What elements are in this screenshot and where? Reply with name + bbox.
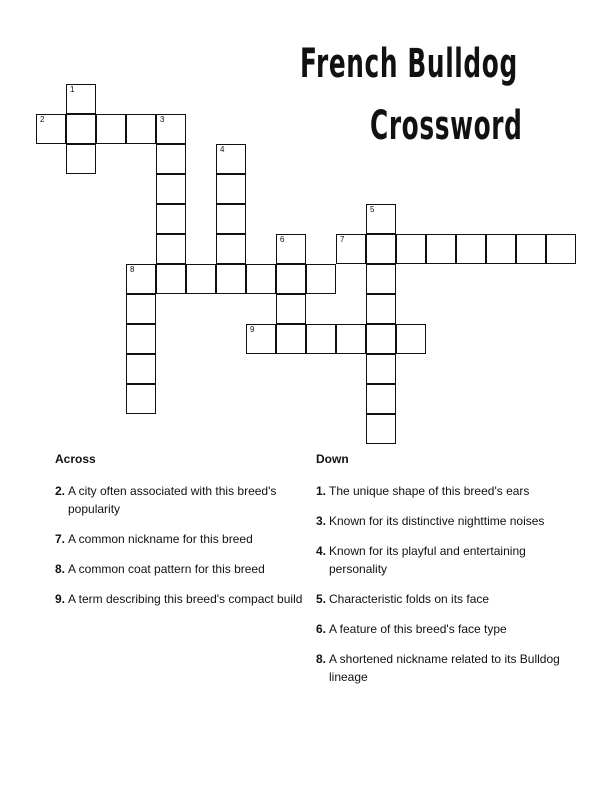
crossword-cell[interactable] — [246, 264, 276, 294]
clue-number-label: 9. — [55, 592, 66, 606]
clue-text: A term describing this breed's compact build — [68, 592, 303, 606]
down-clue — [316, 542, 566, 578]
crossword-cell[interactable] — [126, 354, 156, 384]
puzzle-title-line-1: French Bulldog — [300, 41, 518, 87]
down-clues — [316, 452, 566, 698]
crossword-cell[interactable] — [36, 114, 66, 144]
crossword-cell[interactable] — [366, 414, 396, 444]
crossword-cell[interactable] — [66, 144, 96, 174]
crossword-cell[interactable] — [516, 234, 546, 264]
crossword-cell[interactable] — [366, 204, 396, 234]
crossword-cell[interactable] — [156, 114, 186, 144]
clue-number: 7 — [340, 235, 345, 244]
down-heading: Down — [316, 452, 349, 466]
clue-text: A feature of this breed's face type — [329, 622, 507, 636]
clue-number-label: 3. — [316, 514, 327, 528]
clue-text: A common coat pattern for this breed — [68, 562, 265, 576]
across-clue — [55, 560, 305, 578]
crossword-cell[interactable] — [66, 84, 96, 114]
across-clue — [55, 590, 305, 608]
crossword-cell[interactable] — [96, 114, 126, 144]
crossword-cell[interactable] — [126, 294, 156, 324]
down-clue-list — [316, 482, 566, 686]
crossword-cell[interactable] — [336, 234, 366, 264]
clue-number-label: 8. — [55, 562, 66, 576]
crossword-cell[interactable] — [246, 324, 276, 354]
crossword-cell[interactable] — [156, 144, 186, 174]
crossword-cell[interactable] — [276, 324, 306, 354]
clue-number: 4 — [220, 145, 225, 154]
clue-number-label: 4. — [316, 544, 327, 558]
crossword-cell[interactable] — [126, 114, 156, 144]
crossword-cell[interactable] — [456, 234, 486, 264]
crossword-cell[interactable] — [216, 204, 246, 234]
down-clue — [316, 650, 566, 686]
across-heading: Across — [55, 452, 96, 466]
clue-number: 5 — [370, 205, 375, 214]
crossword-cell[interactable] — [396, 324, 426, 354]
clue-text: Characteristic folds on its face — [329, 592, 490, 606]
clue-text: The unique shape of this breed's ears — [329, 484, 530, 498]
crossword-cell[interactable] — [216, 174, 246, 204]
clue-number: 1 — [70, 85, 75, 94]
crossword-cell[interactable] — [186, 264, 216, 294]
clue-number: 6 — [280, 235, 285, 244]
crossword-cell[interactable] — [396, 234, 426, 264]
across-clue — [55, 482, 305, 518]
clue-number-label: 6. — [316, 622, 327, 636]
crossword-cell[interactable] — [66, 114, 96, 144]
crossword-cell[interactable] — [126, 264, 156, 294]
crossword-cell[interactable] — [366, 384, 396, 414]
clue-number-label: 7. — [55, 532, 66, 546]
clue-text: A city often associated with this breed's popularity — [68, 484, 277, 516]
crossword-cell[interactable] — [126, 324, 156, 354]
across-clue-list — [55, 482, 305, 608]
across-clue — [55, 530, 305, 548]
clue-number: 2 — [40, 115, 45, 124]
clue-number-label: 1. — [316, 484, 327, 498]
crossword-cell[interactable] — [276, 264, 306, 294]
crossword-cell[interactable] — [366, 234, 396, 264]
crossword-cell[interactable] — [156, 204, 186, 234]
crossword-cell[interactable] — [486, 234, 516, 264]
clue-number-label: 5. — [316, 592, 327, 606]
clue-text: A common nickname for this breed — [68, 532, 253, 546]
crossword-cell[interactable] — [126, 384, 156, 414]
crossword-cell[interactable] — [336, 324, 366, 354]
clue-number-label: 8. — [316, 652, 327, 666]
crossword-cell[interactable] — [546, 234, 576, 264]
crossword-cell[interactable] — [366, 354, 396, 384]
crossword-cell[interactable] — [306, 324, 336, 354]
clue-number-label: 2. — [55, 484, 66, 498]
crossword-cell[interactable] — [366, 324, 396, 354]
down-clue — [316, 620, 566, 638]
crossword-cell[interactable] — [276, 294, 306, 324]
clue-number: 8 — [130, 265, 135, 274]
clue-text: Known for its distinctive nighttime noises — [329, 514, 545, 528]
crossword-cell[interactable] — [216, 234, 246, 264]
down-clue — [316, 512, 566, 530]
crossword-cell[interactable] — [156, 234, 186, 264]
clue-text: Known for its playful and entertaining personality — [329, 544, 526, 576]
clue-text: A shortened nickname related to its Bulldog lineage — [329, 652, 560, 684]
crossword-cell[interactable] — [366, 264, 396, 294]
crossword-cell[interactable] — [216, 264, 246, 294]
crossword-cell[interactable] — [366, 294, 396, 324]
crossword-cell[interactable] — [306, 264, 336, 294]
crossword-cell[interactable] — [156, 174, 186, 204]
clue-number: 3 — [160, 115, 165, 124]
down-clue — [316, 482, 566, 500]
across-clues — [55, 452, 305, 620]
crossword-cell[interactable] — [156, 264, 186, 294]
clue-number: 9 — [250, 325, 255, 334]
crossword-cell[interactable] — [276, 234, 306, 264]
crossword-cell[interactable] — [426, 234, 456, 264]
down-clue — [316, 590, 566, 608]
crossword-cell[interactable] — [216, 144, 246, 174]
puzzle-title-line-2: Crossword — [370, 103, 523, 149]
